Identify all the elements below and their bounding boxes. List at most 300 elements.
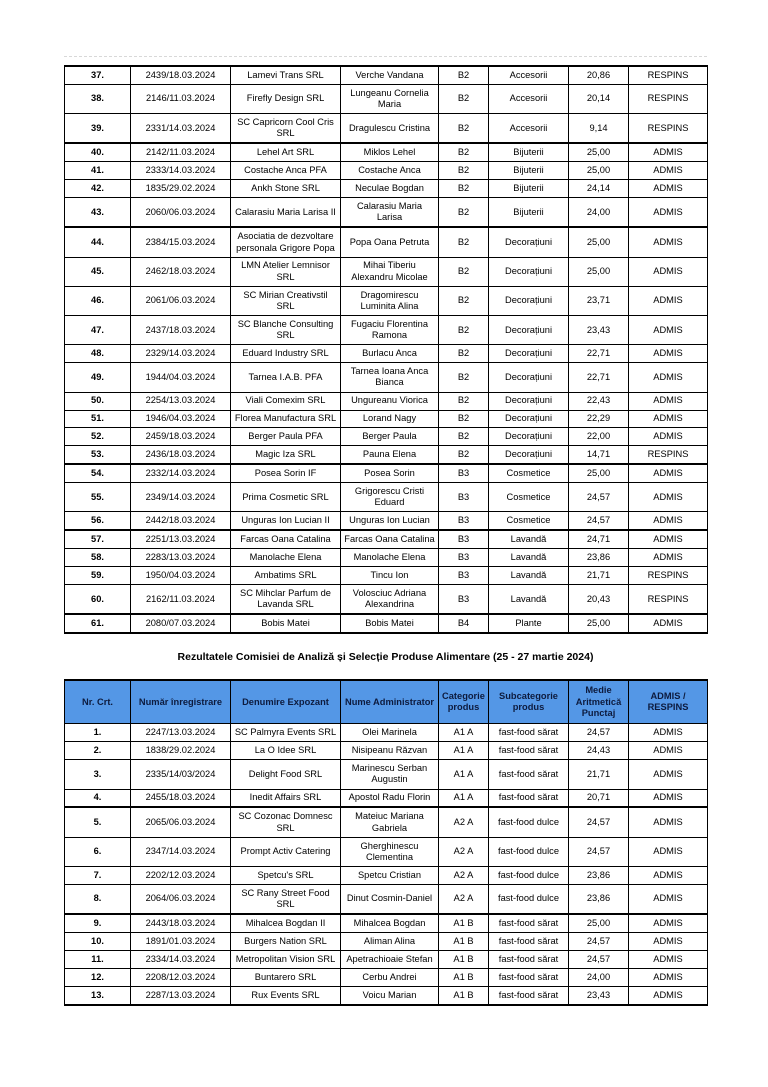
table-header-row (65, 680, 708, 723)
table-cell: 22,71 (569, 363, 629, 392)
table-cell: 2247/13.03.2024 (131, 724, 231, 742)
table-cell: Accesorii (489, 66, 569, 84)
table-cell: Ambatims SRL (231, 567, 341, 585)
table-cell: Buntarero SRL (231, 968, 341, 986)
table-cell: 60. (65, 585, 131, 615)
table-cell: ADMIS (629, 227, 708, 257)
table-row (65, 914, 708, 932)
table-cell: 38. (65, 84, 131, 113)
table-cell: A2 A (439, 837, 489, 866)
table-cell: 2436/18.03.2024 (131, 446, 231, 464)
table-cell: 1944/04.03.2024 (131, 363, 231, 392)
table-cell: Bobis Matei (231, 614, 341, 633)
table-cell: 47. (65, 316, 131, 345)
table-row (65, 198, 708, 228)
results-table-food (64, 679, 708, 1005)
table-cell: Lavandă (489, 549, 569, 567)
table-cell: 44. (65, 227, 131, 257)
table-cell: Magic Iza SRL (231, 446, 341, 464)
table-cell: 2064/06.03.2024 (131, 884, 231, 914)
table-cell: 2146/11.03.2024 (131, 84, 231, 113)
table-cell: ADMIS (629, 614, 708, 633)
table-cell: Aliman Alina (341, 933, 439, 951)
table-cell: B2 (439, 198, 489, 228)
table-cell: Decorațiuni (489, 392, 569, 410)
table-row (65, 180, 708, 198)
table-cell: fast-food sărat (489, 724, 569, 742)
table-cell: 2333/14.03.2024 (131, 162, 231, 180)
table-cell: Firefly Design SRL (231, 84, 341, 113)
table-cell: LMN Atelier Lemnisor SRL (231, 257, 341, 286)
table-cell: B3 (439, 464, 489, 482)
table-cell: 2455/18.03.2024 (131, 789, 231, 807)
table-row (65, 884, 708, 914)
table-cell: Inedit Affairs SRL (231, 789, 341, 807)
table-cell: 42. (65, 180, 131, 198)
table-cell: Grigorescu Cristi Eduard (341, 483, 439, 512)
table-cell: Mateiuc Mariana Gabriela (341, 807, 439, 837)
table-cell: ADMIS (629, 986, 708, 1004)
table-cell: 49. (65, 363, 131, 392)
table-cell: 24,71 (569, 530, 629, 548)
table-cell: 2443/18.03.2024 (131, 914, 231, 932)
table-cell: 2065/06.03.2024 (131, 807, 231, 837)
table-cell: Marinescu Serban Augustin (341, 760, 439, 789)
table-cell: Bobis Matei (341, 614, 439, 633)
table-cell: B2 (439, 114, 489, 144)
table-cell: ADMIS (629, 549, 708, 567)
table-row (65, 585, 708, 615)
table-cell: 45. (65, 257, 131, 286)
table-cell: Prima Cosmetic SRL (231, 483, 341, 512)
table-cell: 21,71 (569, 760, 629, 789)
table-cell: Lamevi Trans SRL (231, 66, 341, 84)
table-cell: ADMIS (629, 837, 708, 866)
table-cell: Posea Sorin (341, 464, 439, 482)
table-cell: ADMIS (629, 483, 708, 512)
table-cell: fast-food dulce (489, 884, 569, 914)
table-cell: ADMIS (629, 162, 708, 180)
table-cell: SC Cozonac Domnesc SRL (231, 807, 341, 837)
table-cell: Lavandă (489, 530, 569, 548)
table-cell: Decorațiuni (489, 363, 569, 392)
table-cell: A1 A (439, 789, 489, 807)
table-cell: Voicu Marian (341, 986, 439, 1004)
table-cell: A1 B (439, 914, 489, 932)
table-cell: A1 A (439, 724, 489, 742)
table-cell: 20,86 (569, 66, 629, 84)
table-cell: Volosciuc Adriana Alexandrina (341, 585, 439, 615)
table-cell: Decorațiuni (489, 227, 569, 257)
table-cell: 22,71 (569, 345, 629, 363)
table-cell: Manolache Elena (231, 549, 341, 567)
table-cell: Bijuterii (489, 198, 569, 228)
table-cell: 13. (65, 986, 131, 1004)
table-cell: Viali Comexim SRL (231, 392, 341, 410)
table-row (65, 933, 708, 951)
table-row (65, 162, 708, 180)
table-cell: A2 A (439, 866, 489, 884)
table-row (65, 345, 708, 363)
table-cell: B2 (439, 392, 489, 410)
table-cell: 61. (65, 614, 131, 633)
column-header: Nume Administrator (341, 680, 439, 723)
table-cell: Decorațiuni (489, 345, 569, 363)
table-cell: 20,43 (569, 585, 629, 615)
column-header: Nr. Crt. (65, 680, 131, 723)
table-row (65, 549, 708, 567)
table-row (65, 227, 708, 257)
table-cell: 9. (65, 914, 131, 932)
table-cell: B3 (439, 483, 489, 512)
table-cell: 24,57 (569, 483, 629, 512)
table-cell: Popa Oana Petruta (341, 227, 439, 257)
table-cell: A1 A (439, 760, 489, 789)
table-cell: 25,00 (569, 162, 629, 180)
table-cell: fast-food dulce (489, 807, 569, 837)
table-row (65, 464, 708, 482)
table-cell: Decorațiuni (489, 316, 569, 345)
table-cell: 37. (65, 66, 131, 84)
table-cell: 20,14 (569, 84, 629, 113)
table-cell: 2. (65, 742, 131, 760)
table-row (65, 789, 708, 807)
table-cell: 2439/18.03.2024 (131, 66, 231, 84)
table-cell: 2251/13.03.2024 (131, 530, 231, 548)
table-cell: 1. (65, 724, 131, 742)
table-row (65, 837, 708, 866)
table-cell: Unguras Ion Lucian II (231, 512, 341, 530)
table-cell: A1 B (439, 968, 489, 986)
table-row (65, 866, 708, 884)
table-cell: 2329/14.03.2024 (131, 345, 231, 363)
table-cell: 1891/01.03.2024 (131, 933, 231, 951)
table-cell: Burlacu Anca (341, 345, 439, 363)
table-cell: Calarasiu Maria Larisa (341, 198, 439, 228)
table-cell: Rux Events SRL (231, 986, 341, 1004)
table-cell: 11. (65, 950, 131, 968)
table-cell: 1835/29.02.2024 (131, 180, 231, 198)
table-cell: 2283/13.03.2024 (131, 549, 231, 567)
table-cell: Posea Sorin IF (231, 464, 341, 482)
table-cell: Berger Paula (341, 428, 439, 446)
table-cell: ADMIS (629, 950, 708, 968)
table-row (65, 66, 708, 84)
table-cell: 2080/07.03.2024 (131, 614, 231, 633)
table-cell: Cosmetice (489, 483, 569, 512)
table-cell: 59. (65, 567, 131, 585)
table-cell: B2 (439, 316, 489, 345)
table-cell: 22,43 (569, 392, 629, 410)
table-cell: 24,57 (569, 512, 629, 530)
table-row (65, 530, 708, 548)
table-cell: Plante (489, 614, 569, 633)
table-cell: ADMIS (629, 363, 708, 392)
table-cell: 41. (65, 162, 131, 180)
table-cell: fast-food sărat (489, 950, 569, 968)
table-cell: ADMIS (629, 884, 708, 914)
table-cell: B2 (439, 180, 489, 198)
table-cell: Spetcu Cristian (341, 866, 439, 884)
table-row (65, 410, 708, 428)
table-cell: Unguras Ion Lucian (341, 512, 439, 530)
table-cell: B3 (439, 585, 489, 615)
table-cell: Ungureanu Viorica (341, 392, 439, 410)
table-cell: 25,00 (569, 464, 629, 482)
table-cell: Asociatia de dezvoltare personala Grigore Popa (231, 227, 341, 257)
table-cell: Dinut Cosmin-Daniel (341, 884, 439, 914)
table-cell: Spetcu's SRL (231, 866, 341, 884)
table-cell: B2 (439, 410, 489, 428)
table-cell: B2 (439, 345, 489, 363)
table-cell: 24,00 (569, 198, 629, 228)
table-cell: fast-food sărat (489, 914, 569, 932)
table-cell: 23,71 (569, 286, 629, 315)
table-row (65, 114, 708, 144)
table-cell: ADMIS (629, 464, 708, 482)
table-cell: Decorațiuni (489, 446, 569, 464)
table-cell: SC Palmyra Events SRL (231, 724, 341, 742)
table-cell: SC Mirian Creativstil SRL (231, 286, 341, 315)
table-cell: SC Rany Street Food SRL (231, 884, 341, 914)
table-cell: Lehel Art SRL (231, 143, 341, 161)
table-cell: 25,00 (569, 227, 629, 257)
table-cell: 56. (65, 512, 131, 530)
table-cell: Tincu Ion (341, 567, 439, 585)
table-row (65, 512, 708, 530)
table-row (65, 968, 708, 986)
table-cell: 23,43 (569, 986, 629, 1004)
table-cell: 14,71 (569, 446, 629, 464)
table-cell: 2332/14.03.2024 (131, 464, 231, 482)
table-cell: Calarasiu Maria Larisa II (231, 198, 341, 228)
table-cell: 43. (65, 198, 131, 228)
table-cell: Accesorii (489, 84, 569, 113)
table-cell: B4 (439, 614, 489, 633)
table-cell: 25,00 (569, 614, 629, 633)
table-cell: Farcas Oana Catalina (341, 530, 439, 548)
table-cell: ADMIS (629, 198, 708, 228)
table-cell: B2 (439, 66, 489, 84)
column-header: Categorie produs (439, 680, 489, 723)
table-cell: 53. (65, 446, 131, 464)
table-cell: 2061/06.03.2024 (131, 286, 231, 315)
table-row (65, 614, 708, 633)
table-cell: A2 A (439, 807, 489, 837)
table-cell: A1 A (439, 742, 489, 760)
table-cell: 2202/12.03.2024 (131, 866, 231, 884)
table-cell: ADMIS (629, 914, 708, 932)
table-cell: 8. (65, 884, 131, 914)
table-cell: 2254/13.03.2024 (131, 392, 231, 410)
table-cell: SC Capricorn Cool Cris SRL (231, 114, 341, 144)
table-cell: Neculae Bogdan (341, 180, 439, 198)
table-cell: 2331/14.03.2024 (131, 114, 231, 144)
table-cell: ADMIS (629, 933, 708, 951)
table-cell: 5. (65, 807, 131, 837)
table-cell: Gherghinescu Clementina (341, 837, 439, 866)
table-cell: 2347/14.03.2024 (131, 837, 231, 866)
table-cell: A1 B (439, 986, 489, 1004)
table-cell: 24,57 (569, 950, 629, 968)
table-cell: Mihalcea Bogdan (341, 914, 439, 932)
table-row (65, 760, 708, 789)
table-cell: 24,57 (569, 933, 629, 951)
table-cell: Prompt Activ Catering (231, 837, 341, 866)
table-cell: Tarnea I.A.B. PFA (231, 363, 341, 392)
table-cell: 10. (65, 933, 131, 951)
table-cell: Ankh Stone SRL (231, 180, 341, 198)
table-row (65, 257, 708, 286)
table-cell: 2060/06.03.2024 (131, 198, 231, 228)
table-cell: 23,86 (569, 549, 629, 567)
table-cell: 9,14 (569, 114, 629, 144)
table-cell: B2 (439, 227, 489, 257)
table-cell: A1 B (439, 950, 489, 968)
table-cell: 58. (65, 549, 131, 567)
table-cell: Lungeanu Cornelia Maria (341, 84, 439, 113)
table-cell: Decorațiuni (489, 257, 569, 286)
table-cell: Berger Paula PFA (231, 428, 341, 446)
table-cell: B3 (439, 549, 489, 567)
table-cell: Delight Food SRL (231, 760, 341, 789)
table-cell: ADMIS (629, 724, 708, 742)
table-cell: Bijuterii (489, 180, 569, 198)
table-cell: Miklos Lehel (341, 143, 439, 161)
table-cell: 12. (65, 968, 131, 986)
table-cell: 23,43 (569, 316, 629, 345)
table-cell: Lavandă (489, 585, 569, 615)
table-cell: RESPINS (629, 84, 708, 113)
table-cell: 50. (65, 392, 131, 410)
table-cell: ADMIS (629, 345, 708, 363)
table-cell: fast-food dulce (489, 837, 569, 866)
table-cell: B2 (439, 428, 489, 446)
table-cell: Cerbu Andrei (341, 968, 439, 986)
table-cell: Verche Vandana (341, 66, 439, 84)
table-cell: 24,57 (569, 724, 629, 742)
table-cell: Accesorii (489, 114, 569, 144)
table-cell: 51. (65, 410, 131, 428)
column-header: Denumire Expozant (231, 680, 341, 723)
table-cell: RESPINS (629, 446, 708, 464)
table-cell: ADMIS (629, 742, 708, 760)
table-cell: Lorand Nagy (341, 410, 439, 428)
table-cell: ADMIS (629, 530, 708, 548)
table-cell: Fugaciu Florentina Ramona (341, 316, 439, 345)
table-cell: 25,00 (569, 143, 629, 161)
table-cell: Apetrachioaie Stefan (341, 950, 439, 968)
table-cell: B3 (439, 512, 489, 530)
table-cell: 55. (65, 483, 131, 512)
table-cell: B2 (439, 143, 489, 161)
table-cell: Manolache Elena (341, 549, 439, 567)
table-cell: 2287/13.03.2024 (131, 986, 231, 1004)
table-cell: fast-food sărat (489, 789, 569, 807)
table-cell: 24,43 (569, 742, 629, 760)
table-cell: Mihai Tiberiu Alexandru Micolae (341, 257, 439, 286)
table-cell: 1838/29.02.2024 (131, 742, 231, 760)
table-cell: Mihalcea Bogdan II (231, 914, 341, 932)
page-cut-line (64, 56, 707, 57)
table-cell: Costache Anca PFA (231, 162, 341, 180)
table-row (65, 742, 708, 760)
table-cell: RESPINS (629, 585, 708, 615)
table-cell: fast-food sărat (489, 968, 569, 986)
table-cell: 24,00 (569, 968, 629, 986)
table-cell: Decorațiuni (489, 428, 569, 446)
table-cell: 46. (65, 286, 131, 315)
table-row (65, 286, 708, 315)
table-cell: Decorațiuni (489, 410, 569, 428)
table-cell: 39. (65, 114, 131, 144)
table-cell: 2162/11.03.2024 (131, 585, 231, 615)
table-cell: ADMIS (629, 392, 708, 410)
table-cell: ADMIS (629, 968, 708, 986)
table-row (65, 84, 708, 113)
table-cell: 22,29 (569, 410, 629, 428)
table-row (65, 567, 708, 585)
table-row (65, 143, 708, 161)
table-row (65, 724, 708, 742)
table-cell: Cosmetice (489, 512, 569, 530)
table-cell: 57. (65, 530, 131, 548)
table-cell: B2 (439, 363, 489, 392)
table-cell: 24,57 (569, 807, 629, 837)
table-cell: 2459/18.03.2024 (131, 428, 231, 446)
table-cell: 23,86 (569, 866, 629, 884)
table-cell: 7. (65, 866, 131, 884)
table-row (65, 392, 708, 410)
table-row (65, 807, 708, 837)
table-cell: ADMIS (629, 410, 708, 428)
table-cell: 6. (65, 837, 131, 866)
table-cell: RESPINS (629, 66, 708, 84)
column-header: Subcategorie produs (489, 680, 569, 723)
table-cell: Cosmetice (489, 464, 569, 482)
table-row (65, 446, 708, 464)
table-row (65, 363, 708, 392)
table-cell: 2462/18.03.2024 (131, 257, 231, 286)
table-cell: ADMIS (629, 180, 708, 198)
table-cell: ADMIS (629, 807, 708, 837)
table-cell: 2208/12.03.2024 (131, 968, 231, 986)
table-cell: SC Mihclar Parfum de Lavanda SRL (231, 585, 341, 615)
table-cell: 2442/18.03.2024 (131, 512, 231, 530)
table-cell: ADMIS (629, 789, 708, 807)
table-cell: ADMIS (629, 866, 708, 884)
table-cell: Farcas Oana Catalina (231, 530, 341, 548)
table-cell: fast-food sărat (489, 933, 569, 951)
table-cell: 24,57 (569, 837, 629, 866)
table-cell: ADMIS (629, 760, 708, 789)
table-cell: Florea Manufactura SRL (231, 410, 341, 428)
table-cell: 2334/14.03.2024 (131, 950, 231, 968)
table-cell: 2437/18.03.2024 (131, 316, 231, 345)
table-cell: Burgers Nation SRL (231, 933, 341, 951)
table-cell: B2 (439, 286, 489, 315)
table-cell: B3 (439, 530, 489, 548)
table-cell: 2384/15.03.2024 (131, 227, 231, 257)
table-cell: Eduard Industry SRL (231, 345, 341, 363)
table-cell: 2349/14.03.2024 (131, 483, 231, 512)
table-cell: B2 (439, 446, 489, 464)
table-cell: Bijuterii (489, 162, 569, 180)
table-cell: Pauna Elena (341, 446, 439, 464)
table-cell: Lavandă (489, 567, 569, 585)
table-cell: Costache Anca (341, 162, 439, 180)
table-cell: 40. (65, 143, 131, 161)
